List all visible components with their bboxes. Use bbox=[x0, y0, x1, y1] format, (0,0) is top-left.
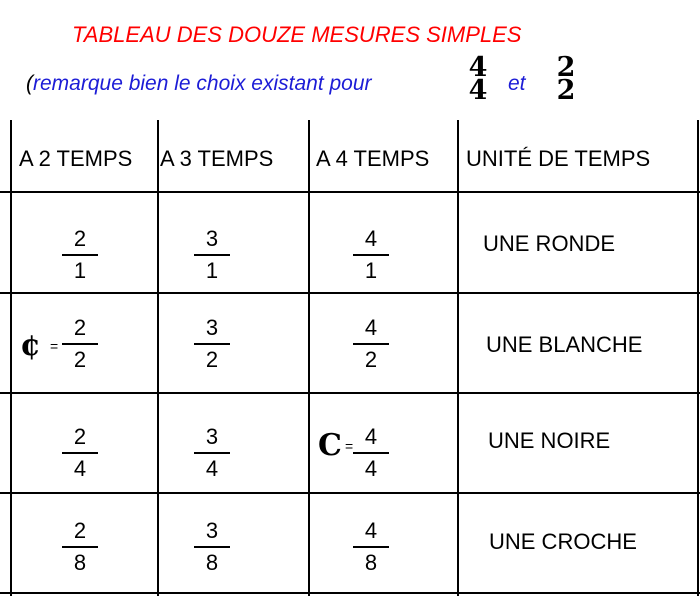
fraction-bar bbox=[62, 452, 98, 454]
unit-noire: UNE NOIRE bbox=[488, 428, 611, 453]
ts1-den: 4 bbox=[468, 75, 488, 106]
fraction-2-4 bbox=[60, 424, 100, 482]
header-4-temps: A 4 TEMPS bbox=[316, 146, 430, 171]
denominator: 2 bbox=[364, 347, 378, 372]
grid-hline-1 bbox=[0, 191, 700, 193]
subtitle-paren: ( bbox=[26, 72, 33, 95]
subtitle-text: remarque bien le choix existant pour bbox=[33, 72, 372, 95]
fraction-4-1 bbox=[351, 226, 391, 284]
fraction-2-1 bbox=[60, 226, 100, 284]
fraction-4-8 bbox=[351, 518, 391, 576]
ts2-num: 2 bbox=[556, 52, 576, 83]
numerator: 4 bbox=[364, 518, 378, 543]
numerator: 4 bbox=[364, 424, 378, 449]
numerator: 3 bbox=[205, 424, 219, 449]
denominator: 4 bbox=[364, 456, 378, 481]
numerator: 2 bbox=[73, 518, 87, 543]
numerator: 4 bbox=[364, 315, 378, 340]
fraction-bar bbox=[194, 452, 230, 454]
grid-hline-bottom bbox=[0, 592, 700, 594]
fraction-2-8 bbox=[60, 518, 100, 576]
equals-sign: = bbox=[345, 438, 354, 454]
header-unite-de-temps: UNITÉ DE TEMPS bbox=[466, 146, 651, 171]
denominator: 8 bbox=[205, 550, 219, 575]
numerator: 3 bbox=[205, 315, 219, 340]
fraction-bar bbox=[62, 343, 98, 345]
fraction-3-4 bbox=[192, 424, 232, 482]
numerator: 2 bbox=[73, 226, 87, 251]
page-title: TABLEAU DES DOUZE MESURES SIMPLES bbox=[72, 22, 522, 47]
fraction-bar bbox=[353, 343, 389, 345]
time-signature-4-4 bbox=[463, 52, 493, 106]
equals-sign: = bbox=[50, 338, 59, 354]
numerator: 2 bbox=[73, 424, 87, 449]
denominator: 4 bbox=[73, 456, 87, 481]
subtitle-et: et bbox=[508, 72, 526, 95]
unit-blanche: UNE BLANCHE bbox=[486, 332, 643, 357]
fraction-bar bbox=[62, 546, 98, 548]
fraction-4-2 bbox=[351, 315, 391, 373]
common-time-icon: C bbox=[318, 428, 342, 463]
numerator: 3 bbox=[205, 518, 219, 543]
numerator: 3 bbox=[205, 226, 219, 251]
fraction-bar bbox=[194, 546, 230, 548]
fraction-3-2 bbox=[192, 315, 232, 373]
time-signature-2-2 bbox=[551, 52, 581, 106]
ts1-num: 4 bbox=[468, 52, 488, 83]
grid-hline-4 bbox=[0, 492, 700, 494]
fraction-bar bbox=[194, 343, 230, 345]
grid-hline-3 bbox=[0, 392, 700, 394]
fraction-2-2 bbox=[60, 315, 100, 373]
denominator: 4 bbox=[205, 456, 219, 481]
fraction-bar bbox=[194, 254, 230, 256]
ts2-den: 2 bbox=[556, 75, 576, 106]
denominator: 1 bbox=[73, 258, 87, 283]
fraction-bar bbox=[353, 546, 389, 548]
fraction-bar bbox=[353, 452, 389, 454]
denominator: 8 bbox=[73, 550, 87, 575]
fraction-3-1 bbox=[192, 226, 232, 284]
unit-ronde: UNE RONDE bbox=[483, 231, 616, 256]
fraction-bar bbox=[353, 254, 389, 256]
grid-hline-2 bbox=[0, 292, 700, 294]
denominator: 2 bbox=[205, 347, 219, 372]
numerator: 2 bbox=[73, 315, 87, 340]
fraction-bar bbox=[62, 254, 98, 256]
cut-time-icon: ¢ bbox=[20, 328, 41, 363]
unit-croche: UNE CROCHE bbox=[489, 529, 637, 554]
header-3-temps: A 3 TEMPS bbox=[160, 146, 274, 171]
denominator: 8 bbox=[364, 550, 378, 575]
fraction-3-8 bbox=[192, 518, 232, 576]
denominator: 1 bbox=[364, 258, 378, 283]
numerator: 4 bbox=[364, 226, 378, 251]
header-2-temps: A 2 TEMPS bbox=[19, 146, 133, 171]
denominator: 1 bbox=[205, 258, 219, 283]
fraction-4-4 bbox=[351, 424, 391, 482]
subtitle bbox=[26, 72, 372, 96]
denominator: 2 bbox=[73, 347, 87, 372]
